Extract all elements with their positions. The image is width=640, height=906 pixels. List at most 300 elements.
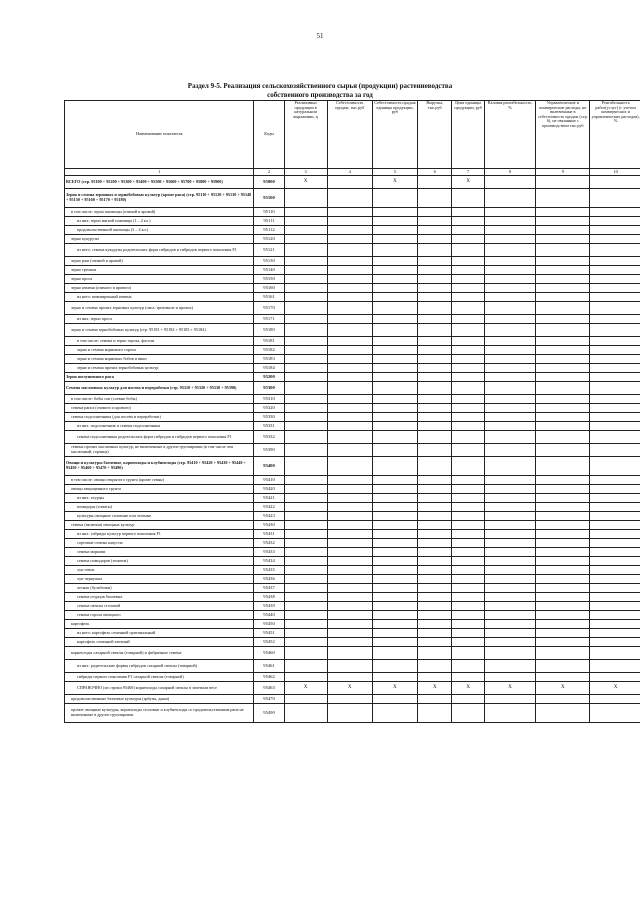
data-cell [327, 217, 372, 226]
row-label: зерно ржи (озимой и яровой) [65, 257, 254, 266]
table-row [65, 257, 640, 266]
table-row [65, 494, 640, 503]
data-cell [484, 284, 536, 293]
data-cell [484, 189, 536, 208]
data-cell [484, 431, 536, 444]
data-cell [284, 647, 327, 660]
data-cell [418, 593, 452, 602]
data-cell [484, 413, 536, 422]
data-cell [484, 176, 536, 189]
data-cell [452, 431, 484, 444]
data-cell [327, 293, 372, 302]
data-cell [590, 382, 640, 395]
row-label: Овощи и культуры бахчевые, корнеплоды и клубнеплоды (стр. 95410 + 95420 + 95430 + 95440 + 95450 + 95460 + 95470 + 95490) [65, 457, 254, 476]
data-cell [327, 315, 372, 324]
row-label: из него: пивоваренный ячмень [65, 293, 254, 302]
data-cell [372, 476, 417, 485]
data-cell [452, 457, 484, 476]
row-code: 95452 [254, 638, 284, 647]
row-code: 95490 [254, 704, 284, 723]
row-code: 95434 [254, 557, 284, 566]
data-cell [590, 404, 640, 413]
row-label: из них: огурцы [65, 494, 254, 503]
data-cell [536, 695, 590, 704]
table-row [65, 530, 640, 539]
data-cell [284, 355, 327, 364]
data-cell [284, 404, 327, 413]
data-cell [484, 244, 536, 257]
table-row [65, 476, 640, 485]
table-row [65, 503, 640, 512]
row-code: 95200 [254, 373, 284, 382]
data-cell [484, 584, 536, 593]
col-header: Выручка, тыс.руб [418, 101, 452, 169]
table-row [65, 457, 640, 476]
row-code: 95423 [254, 512, 284, 521]
data-cell [372, 673, 417, 682]
data-cell [372, 512, 417, 521]
data-cell [590, 476, 640, 485]
data-cell [372, 660, 417, 673]
data-cell [452, 413, 484, 422]
table-row [65, 602, 640, 611]
data-cell [327, 324, 372, 337]
data-cell [372, 629, 417, 638]
data-cell [590, 444, 640, 457]
row-code: 95182 [254, 346, 284, 355]
data-cell [590, 324, 640, 337]
row-code: 95430 [254, 521, 284, 530]
data-cell [536, 548, 590, 557]
data-cell [284, 337, 327, 346]
data-cell [484, 324, 536, 337]
data-cell [372, 257, 417, 266]
table-row [65, 235, 640, 244]
data-cell [484, 422, 536, 431]
row-label: из них: зерно мягкой пшеницы (1 – 2 кл.) [65, 217, 254, 226]
data-cell [372, 315, 417, 324]
table-row [65, 660, 640, 673]
table-row [65, 324, 640, 337]
data-cell [418, 638, 452, 647]
data-cell [284, 235, 327, 244]
row-label: семена помидоров (томатов) [65, 557, 254, 566]
col-number: 10 [590, 169, 640, 176]
table-row [65, 346, 640, 355]
data-cell [452, 395, 484, 404]
data-cell [327, 638, 372, 647]
data-cell [536, 557, 590, 566]
row-code: 95450 [254, 620, 284, 629]
data-cell [372, 647, 417, 660]
data-cell [327, 704, 372, 723]
data-cell [484, 364, 536, 373]
data-cell [327, 431, 372, 444]
data-cell [452, 284, 484, 293]
table-row [65, 395, 640, 404]
data-cell [418, 457, 452, 476]
col-number: 1 [65, 169, 254, 176]
data-cell [536, 593, 590, 602]
data-cell [327, 620, 372, 629]
data-cell [418, 337, 452, 346]
row-code: 95120 [254, 235, 284, 244]
table-row [65, 404, 640, 413]
row-label: сортовые семена капусты [65, 539, 254, 548]
row-label: из них: подсолнечник и семена подсолнечника [65, 422, 254, 431]
data-cell [590, 638, 640, 647]
data-cell [284, 226, 327, 235]
row-label: зерно и семена кормового гороха [65, 346, 254, 355]
data-cell [590, 593, 640, 602]
table-row [65, 512, 640, 521]
data-cell [452, 244, 484, 257]
row-code: 95440 [254, 611, 284, 620]
data-cell [536, 235, 590, 244]
data-cell [327, 494, 372, 503]
data-cell [452, 217, 484, 226]
data-cell [452, 275, 484, 284]
row-label: из них: родительские формы гибридов сахарной свеклы (товарной) [65, 660, 254, 673]
row-code: 95140 [254, 266, 284, 275]
col-number: 2 [254, 169, 284, 176]
data-cell [590, 355, 640, 364]
table-row [65, 275, 640, 284]
row-label: семена свеклы столовой [65, 602, 254, 611]
table-row [65, 682, 640, 695]
data-cell [590, 266, 640, 275]
data-cell [484, 235, 536, 244]
data-cell: Х [284, 176, 327, 189]
data-cell [372, 226, 417, 235]
data-cell [452, 584, 484, 593]
data-cell: Х [484, 682, 536, 695]
data-cell [284, 638, 327, 647]
row-label: зерно гречихи [65, 266, 254, 275]
data-cell [327, 284, 372, 293]
data-cell [484, 704, 536, 723]
data-cell [284, 673, 327, 682]
data-cell [484, 208, 536, 217]
row-code: 95436 [254, 575, 284, 584]
data-cell [452, 629, 484, 638]
data-cell [484, 539, 536, 548]
table-row [65, 217, 640, 226]
row-label: в том числе: бобы сои (соевые бобы) [65, 395, 254, 404]
table-row [65, 266, 640, 275]
data-cell [372, 324, 417, 337]
data-cell [418, 602, 452, 611]
data-cell [284, 530, 327, 539]
data-cell [590, 647, 640, 660]
data-cell [452, 521, 484, 530]
data-cell [536, 584, 590, 593]
row-code: 95112 [254, 226, 284, 235]
data-cell [536, 620, 590, 629]
data-cell [372, 575, 417, 584]
data-cell [284, 284, 327, 293]
data-cell [327, 575, 372, 584]
table-row [65, 620, 640, 629]
header-row [65, 101, 640, 169]
data-cell [484, 293, 536, 302]
data-cell [418, 315, 452, 324]
data-cell [372, 382, 417, 395]
data-cell [536, 315, 590, 324]
data-cell [452, 266, 484, 275]
data-cell [284, 620, 327, 629]
row-label: из него: картофель семенной оригинальный [65, 629, 254, 638]
data-cell [327, 404, 372, 413]
data-cell [590, 284, 640, 293]
data-cell [484, 548, 536, 557]
row-label: зерно проса [65, 275, 254, 284]
data-cell [536, 476, 590, 485]
row-label: корнеплоды сахарной свеклы (товарной) и фабричные семена [65, 647, 254, 660]
data-cell: Х [327, 682, 372, 695]
data-cell [484, 257, 536, 266]
data-cell [452, 476, 484, 485]
data-cell [418, 557, 452, 566]
data-cell [372, 566, 417, 575]
data-cell [590, 373, 640, 382]
data-cell [327, 226, 372, 235]
data-cell [452, 593, 484, 602]
data-cell [452, 602, 484, 611]
row-code: 95160 [254, 284, 284, 293]
data-cell [372, 620, 417, 629]
data-cell [536, 611, 590, 620]
data-cell [372, 302, 417, 315]
data-cell [284, 695, 327, 704]
row-code: 95180 [254, 324, 284, 337]
data-cell [452, 315, 484, 324]
data-cell [372, 457, 417, 476]
data-cell: Х [372, 176, 417, 189]
data-cell [284, 431, 327, 444]
data-cell [484, 346, 536, 355]
data-cell [536, 485, 590, 494]
data-cell: Х [452, 682, 484, 695]
data-cell [590, 548, 640, 557]
data-cell [590, 189, 640, 208]
data-cell [536, 208, 590, 217]
data-cell [418, 257, 452, 266]
data-cell [418, 512, 452, 521]
data-cell [372, 695, 417, 704]
data-cell [536, 575, 590, 584]
data-cell [536, 395, 590, 404]
data-cell [372, 266, 417, 275]
data-cell [372, 584, 417, 593]
table-row [65, 293, 640, 302]
table-row [65, 584, 640, 593]
data-cell [327, 566, 372, 575]
data-cell [484, 673, 536, 682]
row-label: зерно и семена прочих зерновых культур (овса, тритикале и прочих) [65, 302, 254, 315]
row-label: лук-чернушка [65, 575, 254, 584]
row-label: зерно и семена прочих зернобобовых культур [65, 364, 254, 373]
data-cell [418, 413, 452, 422]
data-cell [327, 275, 372, 284]
data-cell [418, 584, 452, 593]
row-code: 95300 [254, 382, 284, 395]
data-cell [536, 521, 590, 530]
data-cell [484, 695, 536, 704]
data-cell [484, 602, 536, 611]
data-cell [284, 575, 327, 584]
data-cell [327, 476, 372, 485]
table-row [65, 244, 640, 257]
row-label: семена подсолнечника (для посева и переработки) [65, 413, 254, 422]
data-cell [590, 494, 640, 503]
data-cell [418, 422, 452, 431]
data-cell [284, 593, 327, 602]
data-cell [536, 660, 590, 673]
data-cell [284, 275, 327, 284]
data-cell [284, 266, 327, 275]
row-label: из них: зерно проса [65, 315, 254, 324]
table-row [65, 695, 640, 704]
col-number: 9 [536, 169, 590, 176]
data-cell [418, 404, 452, 413]
data-cell [284, 257, 327, 266]
data-cell [590, 512, 640, 521]
data-cell [418, 373, 452, 382]
row-label: семена рапса (озимого и ярового) [65, 404, 254, 413]
data-cell [418, 575, 452, 584]
row-label: гибриды первого поколения F1 сахарной свеклы (товарной) [65, 673, 254, 682]
data-cell [590, 395, 640, 404]
row-label: из них: гибриды культур первого поколения F1 [65, 530, 254, 539]
data-cell [484, 503, 536, 512]
data-cell [484, 275, 536, 284]
data-cell [590, 575, 640, 584]
data-cell [418, 521, 452, 530]
data-cell [327, 444, 372, 457]
data-cell [484, 638, 536, 647]
data-cell [536, 512, 590, 521]
row-code: 95463 [254, 682, 284, 695]
row-label: семена огурцов бахчевых [65, 593, 254, 602]
row-label: зерно и семена кормовых бобов и вики [65, 355, 254, 364]
data-cell [372, 485, 417, 494]
data-cell [484, 395, 536, 404]
title-line-2: собственного производства за год [267, 91, 373, 99]
row-code: 95161 [254, 293, 284, 302]
col-number: 7 [452, 169, 484, 176]
section-title [120, 82, 520, 100]
data-cell [327, 584, 372, 593]
data-cell [536, 647, 590, 660]
data-cell [327, 176, 372, 189]
data-cell [418, 355, 452, 364]
data-cell [590, 539, 640, 548]
row-label: СПРАВОЧНО (из строки 95460) корнеплоды сахарной свеклы в зачетном весе [65, 682, 254, 695]
row-label: семена гороха овощного [65, 611, 254, 620]
table-row [65, 226, 640, 235]
data-cell: Х [536, 682, 590, 695]
data-cell [484, 404, 536, 413]
col-header: Реализовано продукции в натуральном выражении, ц [284, 101, 327, 169]
table-row [65, 413, 640, 422]
data-cell [590, 337, 640, 346]
data-cell [452, 226, 484, 235]
data-cell [452, 638, 484, 647]
data-cell [418, 189, 452, 208]
data-cell [452, 293, 484, 302]
row-code: 95310 [254, 395, 284, 404]
data-cell [372, 548, 417, 557]
data-cell [536, 530, 590, 539]
row-code: 95438 [254, 593, 284, 602]
table-row [65, 629, 640, 638]
row-label: лук-севок [65, 566, 254, 575]
data-cell [327, 660, 372, 673]
data-cell [418, 485, 452, 494]
data-cell [484, 485, 536, 494]
data-cell [284, 382, 327, 395]
data-cell [452, 530, 484, 539]
data-cell [284, 539, 327, 548]
row-label: картофель [65, 620, 254, 629]
row-code: 95181 [254, 337, 284, 346]
data-cell [536, 638, 590, 647]
data-cell [372, 355, 417, 364]
data-cell [372, 346, 417, 355]
data-cell [590, 629, 640, 638]
data-cell [452, 539, 484, 548]
data-cell [284, 566, 327, 575]
data-cell [327, 266, 372, 275]
data-cell [536, 629, 590, 638]
data-cell [418, 695, 452, 704]
data-cell [284, 364, 327, 373]
data-cell [372, 395, 417, 404]
data-cell [590, 584, 640, 593]
data-cell [372, 593, 417, 602]
col-header: Валовая рентабельность, % [484, 101, 536, 169]
data-cell [536, 346, 590, 355]
row-label: из него: семена кукурузы родительских форм гибридов и гибридов первого поколения F1 [65, 244, 254, 257]
row-code: 95470 [254, 695, 284, 704]
data-cell [452, 208, 484, 217]
data-cell [284, 208, 327, 217]
data-cell [452, 404, 484, 413]
data-cell: Х [418, 682, 452, 695]
data-cell [327, 548, 372, 557]
table-row [65, 557, 640, 566]
data-cell [418, 444, 452, 457]
data-cell [590, 503, 640, 512]
data-cell [590, 217, 640, 226]
data-cell [327, 422, 372, 431]
data-cell [284, 485, 327, 494]
data-cell [484, 566, 536, 575]
data-cell [452, 695, 484, 704]
data-cell [452, 324, 484, 337]
data-cell [536, 293, 590, 302]
data-cell: Х [452, 176, 484, 189]
data-cell [590, 422, 640, 431]
data-cell [536, 217, 590, 226]
data-cell [284, 302, 327, 315]
table-row [65, 704, 640, 723]
row-code: 95461 [254, 660, 284, 673]
data-cell [590, 485, 640, 494]
row-label: зерно кукурузы [65, 235, 254, 244]
data-cell [327, 629, 372, 638]
